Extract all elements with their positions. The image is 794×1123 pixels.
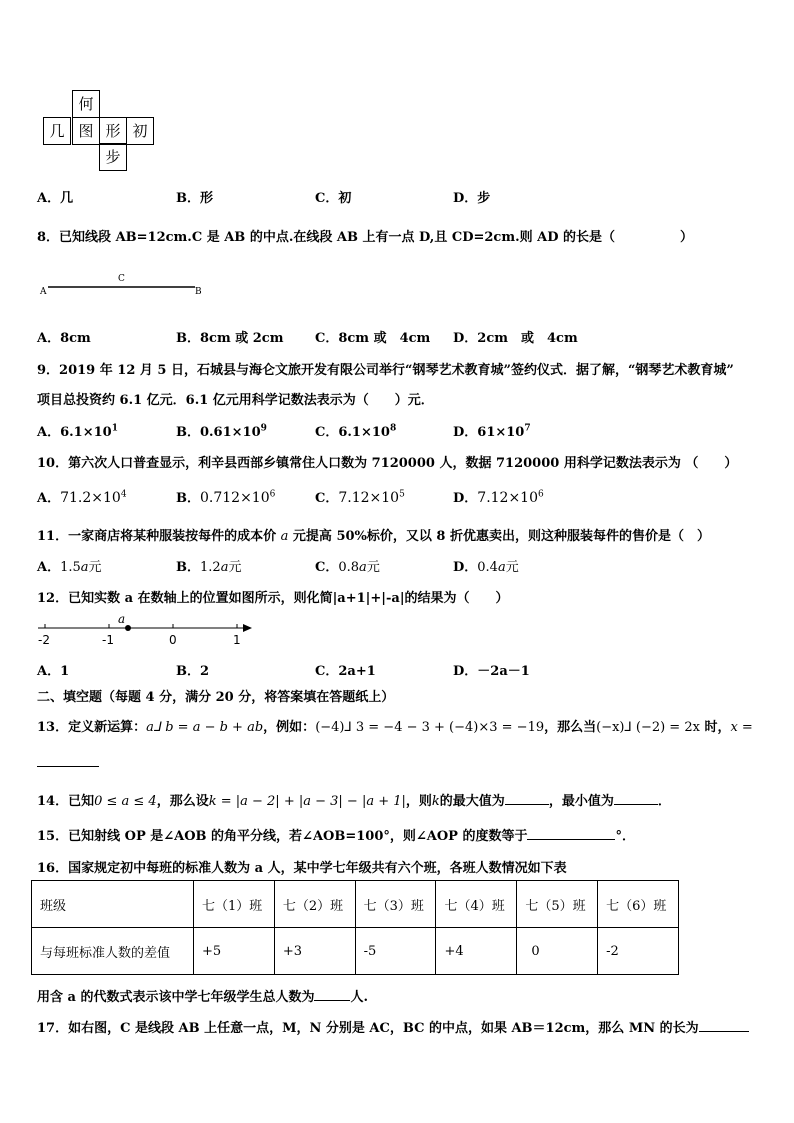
q15-text: 15．已知射线 OP 是∠AOB 的角平分线，若∠AOB=100°，则∠AOP 的度数等于 °．: [37, 829, 635, 844]
q15-answer-blank[interactable]: [527, 839, 615, 840]
q8-text: 8．已知线段 AB=12cm.C 是 AB 的中点.在线段 AB 上有一点 D,且 CD=2cm.则 AD 的长是（ ）: [37, 230, 694, 245]
tick-label-neg1: -1: [102, 633, 114, 647]
table-cell: -5: [355, 928, 436, 975]
q7-option-d: D．步: [453, 191, 491, 206]
number-line: [36, 612, 256, 648]
table-header-cell: 班级: [32, 881, 194, 928]
net-cell-top: 何: [72, 90, 100, 118]
table-cell: 0: [517, 928, 598, 975]
table-header-cell: 七（2）班: [274, 881, 355, 928]
q8-option-b: B．8cm 或 2cm: [176, 331, 284, 346]
q7-option-c: C．初: [315, 191, 352, 206]
q17-answer-blank[interactable]: [699, 1031, 749, 1032]
net-cell-bottom: 步: [99, 143, 127, 171]
q13-text: 13．定义新运算：a⅃ b = a − b + ab，例如：(−4)⅃ 3 = −4 − 3 + (−4)×3 = −19，那么当(−x)⅃ (−2) = 2x 时，x =: [37, 720, 753, 735]
table-cell: -2: [598, 928, 679, 975]
q11-option-b: B．1.2a元: [176, 560, 242, 575]
q12-option-b: B．2: [176, 664, 210, 679]
net-cell-right2: 初: [126, 117, 154, 145]
q12-option-c: C．2a+1: [315, 664, 376, 679]
section-heading: 二、填空题（每题 4 分，满分 20 分，将答案填在答题纸上）: [37, 690, 395, 705]
q12-option-d: D．－2a－1: [453, 664, 530, 679]
net-cell-mid: 图: [72, 117, 100, 145]
segment-label-b: B: [195, 287, 202, 296]
class-size-table: [31, 880, 679, 975]
tick-label-0: 0: [169, 633, 177, 647]
table-header-row: [32, 881, 679, 928]
table-cell: 与每班标准人数的差值: [32, 928, 194, 975]
q13-answer-blank[interactable]: [37, 766, 99, 767]
q10-option-d: D．$7.12\times 10^6$: [453, 489, 544, 506]
tick-label-neg2: -2: [38, 633, 50, 647]
q9-text-line2: 项目总投资约 6.1 亿元．6.1 亿元用科学记数法表示为（ ）元．: [37, 393, 434, 408]
q10-option-a: A．$71.2\times 10^4$: [37, 489, 127, 506]
q8-option-d: D．2cm 或 4cm: [453, 331, 578, 346]
q8-option-c: C．8cm 或 4cm: [315, 331, 431, 346]
q16-text: 16．国家规定初中每班的标准人数为 a 人，某中学七年级共有六个班，各班人数情况如下表: [37, 861, 567, 876]
q11-text: 11．一家商店将某种服装按每件的成本价 a 元提高 50%标价，又以 8 折优惠卖出，则这种服装每件的售价是（ ）: [37, 529, 710, 544]
net-cell-left: 几: [43, 117, 71, 145]
q9-option-c: C．$6.1\times 10^8$: [315, 423, 397, 440]
table-header-cell: 七（3）班: [355, 881, 436, 928]
table-header-cell: 七（4）班: [436, 881, 517, 928]
point-a-label: a: [118, 612, 126, 626]
table-cell: +3: [274, 928, 355, 975]
table-header-cell: 七（5）班: [517, 881, 598, 928]
table-cell: +5: [194, 928, 275, 975]
q16-answer-blank[interactable]: [314, 1000, 350, 1001]
q14-max-blank[interactable]: [505, 804, 549, 805]
q10-text: 10．第六次人口普查显示，利辛县西部乡镇常住人口数为 7120000 人，数据 7120000 用科学记数法表示为 （ ）: [37, 456, 738, 471]
q17-text: 17．如右图，C 是线段 AB 上任意一点，M，N 分别是 AC，BC 的中点，如果 AB＝12cm，那么 MN 的长为: [37, 1017, 749, 1036]
net-cell-right1: 形: [99, 117, 127, 145]
q9-option-d: D．$61\times 10^7$: [453, 423, 531, 440]
q8-option-a: A．8cm: [37, 331, 91, 346]
table-row: [32, 928, 679, 975]
q10-option-c: C．$7.12\times 10^5$: [315, 489, 405, 506]
table-header-cell: 七（1）班: [194, 881, 275, 928]
segment-figure: [38, 270, 208, 296]
q9-text-line1: 9．2019 年 12 月 5 日，石城县与海仑文旅开发有限公司举行“钢琴艺术教育城”签约仪式．据了解，“钢琴艺术教育城”: [37, 363, 734, 378]
q14-min-blank[interactable]: [614, 804, 658, 805]
q12-option-a: A．1: [37, 664, 70, 679]
q9-option-b: B．$0.61\times 10^9$: [176, 423, 267, 440]
table-cell: +4: [436, 928, 517, 975]
q7-option-b: B．形: [176, 191, 213, 206]
q10-option-b: B．$0.712\times 10^6$: [176, 489, 276, 506]
segment-label-a: A: [40, 287, 47, 296]
q12-text: 12．已知实数 a 在数轴上的位置如图所示，则化简|a+1|+|-a|的结果为（ ）: [37, 591, 509, 606]
q11-option-d: D．0.4a元: [453, 560, 519, 575]
q16-after-text: 用含 a 的代数式表示该中学七年级学生总人数为 人.: [37, 990, 369, 1005]
q9-option-a: A．$6.1\times 10^1$: [37, 423, 118, 440]
segment-label-c: C: [118, 274, 125, 284]
q7-option-a: A．几: [37, 191, 74, 206]
q11-option-c: C．0.8a元: [315, 560, 380, 575]
tick-label-1: 1: [233, 633, 241, 647]
table-header-cell: 七（6）班: [598, 881, 679, 928]
q14-text: 14．已知0 ≤ a ≤ 4，那么设k = |a − 2| + |a − 3| − |a + 1|，则k的最大值为 ，最小值为 ．: [37, 794, 671, 809]
q11-option-a: A．1.5a元: [37, 560, 102, 575]
